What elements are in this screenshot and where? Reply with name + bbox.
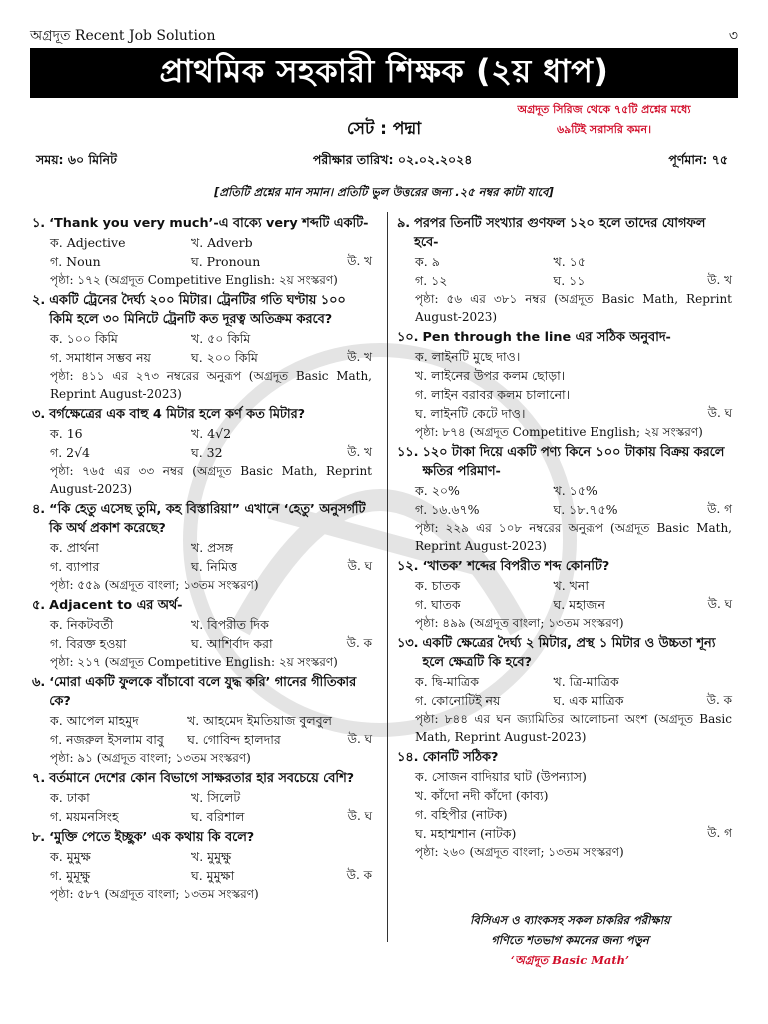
option: ঘ. এক মাত্রিক bbox=[553, 693, 624, 708]
question-item bbox=[32, 828, 372, 903]
reference-note: পৃষ্ঠা: ২২৯ এর ১০৮ নম্বরের অনুরূপ (অগ্রদূত Basic Math, Reprint August-2023) bbox=[415, 521, 732, 553]
option: গ. ১৬.৬৭% bbox=[415, 502, 480, 517]
option: গ. ১২ bbox=[415, 273, 448, 288]
promo-text: অগ্রদূত সিরিজ থেকে ৭৫টি প্রশ্নের মধ্যে ৬৯টিই সরাসরি কমন। bbox=[517, 103, 691, 136]
option: ঘ. নিমিত্ত bbox=[191, 559, 238, 574]
option: খ. 4√2 bbox=[191, 426, 232, 441]
spacer bbox=[692, 252, 732, 271]
option: ক. ১০০ কিমি bbox=[50, 331, 118, 346]
option: ক. ২০% bbox=[415, 483, 460, 498]
options-grid bbox=[397, 252, 732, 290]
page-header bbox=[30, 26, 738, 46]
footer-ad bbox=[420, 910, 720, 970]
spacer bbox=[332, 847, 372, 866]
answer-label: উ. ক bbox=[706, 693, 732, 707]
answer-label: উ. ঘ bbox=[347, 559, 372, 573]
question-number: ১৩. bbox=[397, 636, 419, 651]
answer-label: উ. ঘ bbox=[707, 597, 732, 611]
option: ঘ. মহাজন bbox=[553, 597, 605, 612]
questions-left-column bbox=[32, 214, 372, 905]
question-stem bbox=[397, 634, 732, 672]
option: ঘ. লাইনটি কেটে দাও। bbox=[415, 406, 526, 421]
option: ঘ. মুমুক্ষা bbox=[191, 868, 235, 883]
option: খ. খনা bbox=[553, 578, 589, 593]
question-text: Adjacent to এর অর্থ- bbox=[49, 598, 183, 613]
reference-note: পৃষ্ঠা: ১৭২ (অগ্রদূত Competitive English: ২য় সংস্করণ) bbox=[50, 273, 338, 287]
question-number: ৭. bbox=[32, 771, 46, 786]
option: খ. মুমুক্ষু bbox=[191, 849, 232, 864]
option: খ. ১৫ bbox=[553, 254, 586, 269]
question-text: Pen through the line এর সঠিক অনুবাদ- bbox=[422, 330, 671, 345]
reference-note: পৃষ্ঠা: ৯১ (অগ্রদূত বাংলা; ১৩তম সংস্করণ) bbox=[50, 751, 251, 765]
option: ক. ঢাকা bbox=[50, 790, 90, 805]
option: ঘ. ১১ bbox=[553, 273, 586, 288]
option: ক. লাইনটি মুছে দাও। bbox=[415, 349, 521, 364]
title-banner bbox=[30, 48, 738, 98]
spacer bbox=[332, 424, 372, 443]
option: ক. নিকটবর্তী bbox=[50, 617, 114, 632]
answer-label: উ. ক bbox=[346, 868, 372, 882]
page-title: প্রাথমিক সহকারী শিক্ষক (২য় ধাপ) bbox=[159, 52, 609, 90]
answer-label: উ. ঘ bbox=[347, 809, 372, 823]
column-divider bbox=[387, 212, 388, 942]
option: গ. ঘাতক bbox=[415, 597, 461, 612]
spacer bbox=[692, 481, 732, 500]
option: খ. সিলেট bbox=[191, 790, 241, 805]
options-grid bbox=[32, 615, 372, 653]
question-stem bbox=[397, 328, 732, 347]
option-row bbox=[397, 786, 732, 805]
question-item bbox=[32, 673, 372, 767]
option: গ. ব্যাপার bbox=[50, 559, 100, 574]
spacer bbox=[332, 538, 372, 557]
reference-note: পৃষ্ঠা: ৫৮৭ (অগ্রদূত বাংলা; ১৩তম সংস্করণ) bbox=[50, 887, 259, 901]
question-text: কোনটি সঠিক? bbox=[422, 750, 499, 765]
option: গ. বহিপীর (নাটক) bbox=[415, 807, 508, 822]
option: গ. সমাধান সম্ভব নয় bbox=[50, 350, 151, 365]
question-item bbox=[32, 291, 372, 403]
option-row bbox=[397, 347, 732, 366]
footer-brand: ‘অগ্রদূত Basic Math’ bbox=[510, 953, 630, 967]
question-stem bbox=[397, 557, 732, 576]
question-number: ৪. bbox=[32, 502, 46, 517]
options-grid bbox=[32, 233, 372, 271]
option-row bbox=[397, 767, 732, 786]
question-item bbox=[32, 405, 372, 498]
full-marks: পূর্ণমান: ৭৫ bbox=[668, 152, 728, 167]
option: খ. কাঁদো নদী কাঁদো (কাব্য) bbox=[415, 788, 549, 803]
option: খ. লাইনের উপর কলম ছোড়া। bbox=[415, 368, 566, 383]
question-text: ‘Thank you very much’-এ বাক্যে very শব্দটি একটি- bbox=[49, 216, 369, 231]
question-number: ৮. bbox=[32, 830, 46, 845]
reference-note: পৃষ্ঠা: ২৬০ (অগ্রদূত বাংলা; ১৩তম সংস্করণ) bbox=[415, 845, 624, 859]
options-grid bbox=[32, 847, 372, 885]
exam-time: সময়: ৬০ মিনিট bbox=[36, 152, 117, 167]
question-stem bbox=[32, 291, 372, 329]
question-item bbox=[397, 443, 732, 555]
reference-note: পৃষ্ঠা: ৮৭৪ (অগ্রদূত Competitive English; ২য় সংস্করণ) bbox=[415, 425, 703, 439]
answer-label: উ. খ bbox=[347, 254, 372, 268]
spacer bbox=[692, 672, 732, 691]
question-stem bbox=[32, 828, 372, 847]
option: গ. Noun bbox=[50, 254, 101, 269]
option: ক. চাতক bbox=[415, 578, 461, 593]
question-text: একটি ট্রেনের দৈর্ঘ্য ২০০ মিটার। ট্রেনটির গতি ঘণ্টায় ১০০ কিমি হলে ৩০ মিনিটে ট্রেনটি কত দূরত্ব অতিক্রম করবে? bbox=[49, 293, 346, 327]
spacer bbox=[332, 329, 372, 348]
option: ঘ. ২০০ কিমি bbox=[191, 350, 258, 365]
question-number: ১২. bbox=[397, 559, 419, 574]
set-label: সেট : পদ্মা bbox=[346, 119, 422, 139]
options-grid bbox=[397, 672, 732, 710]
option: গ. নজরুল ইসলাম বাবু bbox=[50, 732, 164, 747]
options-grid bbox=[32, 538, 372, 576]
exam-date: পরীক্ষার তারিখ: ০২.০২.২০২৪ bbox=[312, 152, 473, 167]
option: খ. Adverb bbox=[191, 235, 253, 250]
question-text: পরপর তিনটি সংখ্যার গুণফল ১২০ হলে তাদের যোগফল হবে- bbox=[414, 216, 706, 250]
answer-label: উ. ক bbox=[346, 636, 372, 650]
option: ঘ. গোবিন্দ হালদার bbox=[187, 732, 281, 747]
option: খ. ১৫% bbox=[553, 483, 598, 498]
option: ক. মুমুক্ষ bbox=[50, 849, 91, 864]
question-number: ১০. bbox=[397, 330, 419, 345]
option: ক. সোজন বাদিয়ার ঘাট (উপন্যাস) bbox=[415, 769, 587, 784]
spacer bbox=[332, 711, 372, 730]
question-stem bbox=[32, 596, 372, 615]
answer-label: উ. খ bbox=[347, 350, 372, 364]
question-number: ৩. bbox=[32, 407, 46, 422]
question-item bbox=[397, 214, 732, 326]
question-stem bbox=[397, 214, 732, 252]
question-item bbox=[32, 596, 372, 671]
answer-label: উ. গ bbox=[707, 502, 732, 516]
question-text: ‘খাতক’ শব্দের বিপরীত শব্দ কোনটি? bbox=[422, 559, 610, 574]
reference-note: পৃষ্ঠা: ৫৬ এর ৩৮১ নম্বর (অগ্রদূত Basic Math, Reprint August-2023) bbox=[415, 292, 732, 324]
question-stem bbox=[397, 443, 732, 481]
options-grid bbox=[32, 424, 372, 462]
option-row bbox=[397, 824, 732, 843]
question-number: ২. bbox=[32, 293, 46, 308]
options-grid bbox=[32, 711, 372, 749]
option: ঘ. বরিশাল bbox=[191, 809, 245, 824]
option: গ. মুমূক্ষু bbox=[50, 868, 91, 883]
option: খ. ত্রি-মাত্রিক bbox=[553, 674, 619, 689]
question-number: ৬. bbox=[32, 675, 46, 690]
option: খ. বিপরীত দিক bbox=[191, 617, 269, 632]
exam-meta bbox=[36, 152, 728, 172]
question-stem bbox=[397, 748, 732, 767]
option: ঘ. মহাশ্মশান (নাটক) bbox=[415, 826, 517, 841]
option-row bbox=[397, 385, 732, 404]
option: গ. 2√4 bbox=[50, 445, 91, 460]
reference-note: পৃষ্ঠা: ৫৫৯ (অগ্রদূত বাংলা; ১৩তম সংস্করণ) bbox=[50, 578, 259, 592]
option-row bbox=[397, 805, 732, 824]
option: গ. বিরক্ত হওয়া bbox=[50, 636, 127, 651]
reference-note: পৃষ্ঠা: ২১৭ (অগ্রদূত Competitive English: ২য় সংস্করণ) bbox=[50, 655, 338, 669]
option: গ. ময়মনসিংহ bbox=[50, 809, 119, 824]
question-number: ৫. bbox=[32, 598, 46, 613]
option: খ. প্রসঙ্গ bbox=[191, 540, 234, 555]
question-stem bbox=[32, 500, 372, 538]
spacer bbox=[692, 576, 732, 595]
option: গ. লাইন বরাবর কলম চালানো। bbox=[415, 387, 571, 402]
question-text: ‘মোরা একটি ফুলকে বাঁচাবো বলে যুদ্ধ করি’ গানের গীতিকার কে? bbox=[49, 675, 357, 709]
answer-label: উ. গ bbox=[707, 826, 732, 840]
question-number: ৯. bbox=[397, 216, 411, 231]
option: ক. আপেল মাহমুদ bbox=[50, 713, 139, 728]
question-item bbox=[397, 557, 732, 632]
spacer bbox=[332, 788, 372, 807]
footer-line-1: বিসিএস ও ব্যাংকসহ সকল চাকরির পরীক্ষায় bbox=[470, 913, 670, 927]
question-item bbox=[397, 748, 732, 861]
option: ঘ. ১৮.৭৫% bbox=[553, 502, 618, 517]
option: খ. ৫০ কিমি bbox=[191, 331, 251, 346]
option: ঘ. Pronoun bbox=[191, 254, 261, 269]
answer-label: উ. ঘ bbox=[707, 406, 732, 420]
reference-note: পৃষ্ঠা: ৪১১ এর ২৭৩ নম্বরের অনুরূপ (অগ্রদূত Basic Math, Reprint August-2023) bbox=[50, 369, 372, 401]
answer-label: উ. খ bbox=[707, 273, 732, 287]
options-grid bbox=[397, 576, 732, 614]
question-item bbox=[32, 214, 372, 289]
option: ঘ. আশির্বাদ করা bbox=[191, 636, 273, 651]
publisher-name: অগ্রদূত Recent Job Solution bbox=[30, 28, 216, 44]
question-number: ১১. bbox=[397, 445, 419, 460]
question-item bbox=[397, 634, 732, 746]
question-text: একটি ক্ষেত্রের দৈর্ঘ্য ২ মিটার, প্রস্থ ১ মিটার ও উচ্চতা শূন্য হলে ক্ষেত্রটি কি হবে? bbox=[422, 636, 716, 670]
options-grid bbox=[32, 788, 372, 826]
page-number: ৩ bbox=[728, 28, 738, 44]
questions-right-column bbox=[397, 214, 732, 863]
question-text: বর্গক্ষেত্রের এক বাহু 4 মিটার হলে কর্ণ কত মিটার? bbox=[49, 407, 306, 422]
option: ঘ. 32 bbox=[191, 445, 223, 460]
spacer bbox=[332, 233, 372, 252]
question-item bbox=[32, 769, 372, 826]
question-item bbox=[32, 500, 372, 594]
option: ক. Adjective bbox=[50, 235, 126, 250]
question-number: ১৪. bbox=[397, 750, 419, 765]
option: ক. 16 bbox=[50, 426, 83, 441]
option: ক. ৯ bbox=[415, 254, 440, 269]
options-grid bbox=[397, 481, 732, 519]
question-stem bbox=[32, 673, 372, 711]
question-stem bbox=[32, 405, 372, 424]
question-number: ১. bbox=[32, 216, 46, 231]
answer-label: উ. খ bbox=[347, 445, 372, 459]
option-row bbox=[397, 366, 732, 385]
question-text: ১২০ টাকা দিয়ে একটি পণ্য কিনে ১০০ টাকায় বিক্রয় করলে ক্ষতির পরিমাণ- bbox=[422, 445, 725, 479]
spacer bbox=[332, 615, 372, 634]
option: গ. কোনোটিই নয় bbox=[415, 693, 501, 708]
question-text: ‘মুক্তি পেতে ইচ্ছুক’ এক কথায় কি বলে? bbox=[49, 830, 255, 845]
question-item bbox=[397, 328, 732, 441]
question-stem bbox=[32, 769, 372, 788]
reference-note: পৃষ্ঠা: ৭৬৫ এর ৩৩ নম্বর (অগ্রদূত Basic Math, Reprint August-2023) bbox=[50, 464, 372, 496]
option: ক. প্রার্থনা bbox=[50, 540, 99, 555]
instruction-note: [প্রতিটি প্রশ্নের মান সমান। প্রতিটি ভুল উত্তরের জন্য .২৫ নম্বর কাটা যাবে] bbox=[214, 185, 554, 199]
option: খ. আহমেদ ইমতিয়াজ বুলবুল bbox=[187, 713, 332, 728]
question-stem bbox=[32, 214, 372, 233]
footer-line-2: গণিতে শতভাগ কমনের জন্য পড়ুন bbox=[491, 933, 649, 947]
answer-label: উ. ঘ bbox=[347, 732, 372, 746]
question-text: বর্তমানে দেশের কোন বিভাগে সাক্ষরতার হার সবচেয়ে বেশি? bbox=[49, 771, 355, 786]
reference-note: পৃষ্ঠা: ৪৯৯ (অগ্রদূত বাংলা; ১৩তম সংস্করণ) bbox=[415, 616, 624, 630]
option-row bbox=[397, 404, 732, 423]
option: ক. দ্বি-মাত্রিক bbox=[415, 674, 479, 689]
options-grid bbox=[32, 329, 372, 367]
question-text: “কি হেতু এসেছ তুমি, কহ বিস্তারিয়া” এখানে ‘হেতু’ অনুসর্গটি কি অর্থ প্রকাশ করেছে? bbox=[49, 502, 366, 536]
reference-note: পৃষ্ঠা: ৮৪৪ এর ঘন জ্যামিতির আলোচনা অংশ (অগ্রদূত Basic Math, Reprint August-2023) bbox=[415, 712, 732, 744]
